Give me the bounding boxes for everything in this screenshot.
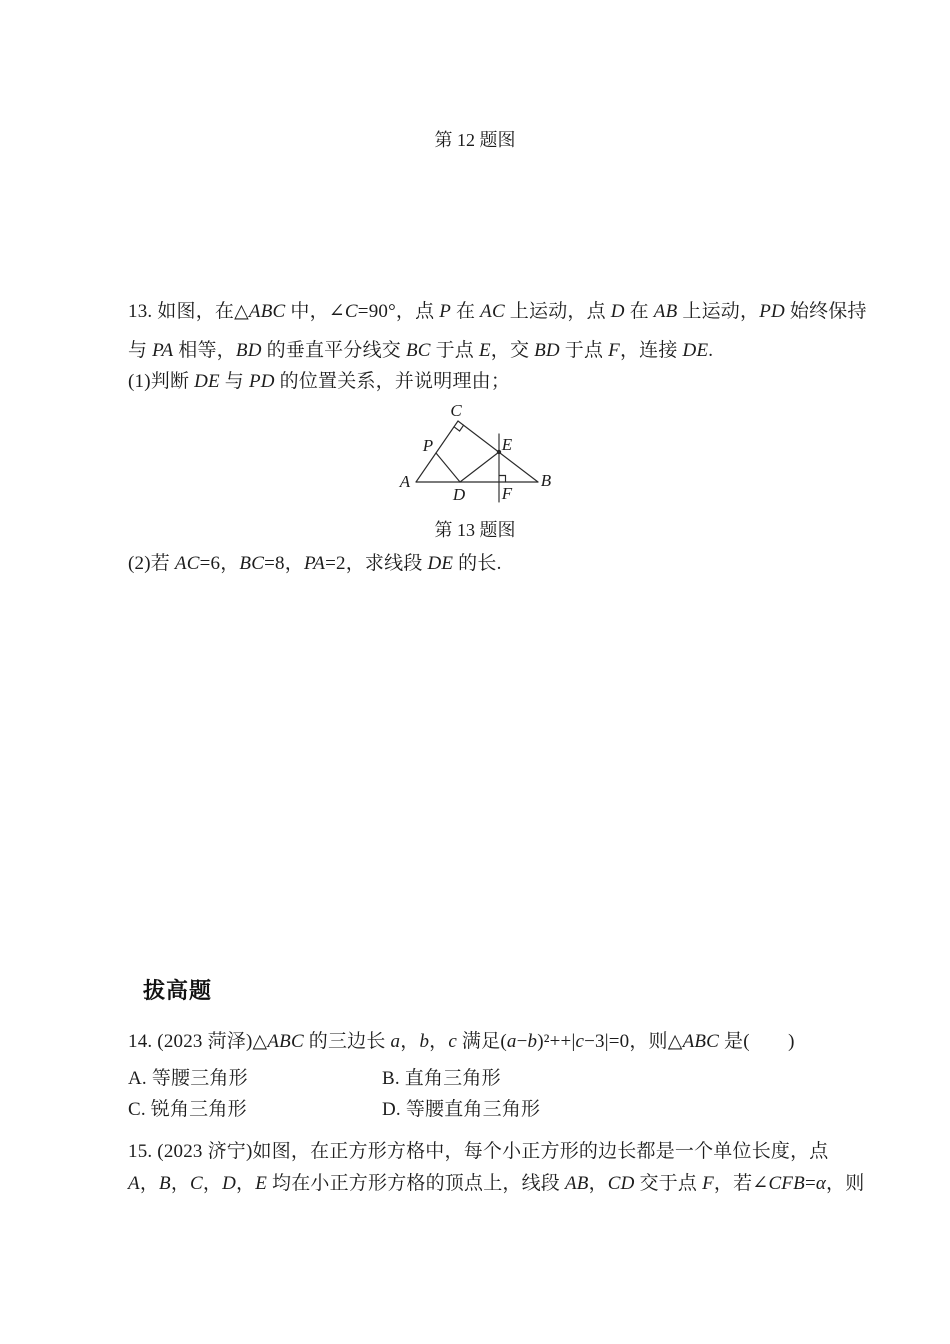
figure-13-diagram — [395, 398, 565, 508]
question-15-line-1: 15. (2023 济宁)如图，在正方形方格中，每个小正方形的边长都是一个单位长度，点 — [128, 1141, 829, 1162]
question-14-option-d: D. 等腰直角三角形 — [382, 1099, 541, 1120]
question-14-stem: 14. (2023 菏泽)△ABC 的三边长 a，b，c 满足(a−b)²++|c−3|=0，则△ABC 是( ) — [128, 1031, 795, 1052]
segment-pd — [436, 453, 460, 482]
label-point-e: E — [501, 435, 513, 454]
question-13-part-1: (1)判断 DE 与 PD 的位置关系，并说明理由； — [128, 371, 511, 392]
label-point-b: B — [540, 471, 552, 490]
segment-de — [460, 452, 499, 482]
figure-13-caption: 第 13 题图 — [434, 520, 516, 540]
label-point-f: F — [501, 484, 513, 503]
point-e-dot — [497, 450, 501, 454]
right-angle-mark-c — [454, 425, 464, 431]
question-15-line-2: A，B，C，D，E 均在小正方形方格的顶点上，线段 AB，CD 交于点 F，若∠CFB=α，则 — [128, 1173, 865, 1194]
label-point-a: A — [399, 472, 411, 491]
question-13-part-2: (2)若 AC=6，BC=8，PA=2，求线段 DE 的长. — [128, 553, 502, 574]
label-point-c: C — [450, 401, 462, 420]
question-14-option-b: B. 直角三角形 — [382, 1068, 501, 1089]
question-13-line-1: 13. 如图，在△ABC 中，∠C=90°，点 P 在 AC 上运动，点 D 在 AB 上运动，PD 始终保持 — [128, 301, 867, 322]
question-14-option-c: C. 锐角三角形 — [128, 1099, 247, 1120]
label-point-p: P — [422, 436, 434, 455]
question-14-option-a: A. 等腰三角形 — [128, 1068, 248, 1089]
label-point-d: D — [452, 485, 466, 504]
right-angle-mark-f — [499, 476, 506, 483]
section-heading: 拔高题 — [143, 978, 213, 1003]
question-13-line-2: 与 PA 相等，BD 的垂直平分线交 BC 于点 E，交 BD 于点 F，连接 DE. — [128, 340, 714, 361]
figure-12-caption: 第 12 题图 — [434, 130, 516, 150]
